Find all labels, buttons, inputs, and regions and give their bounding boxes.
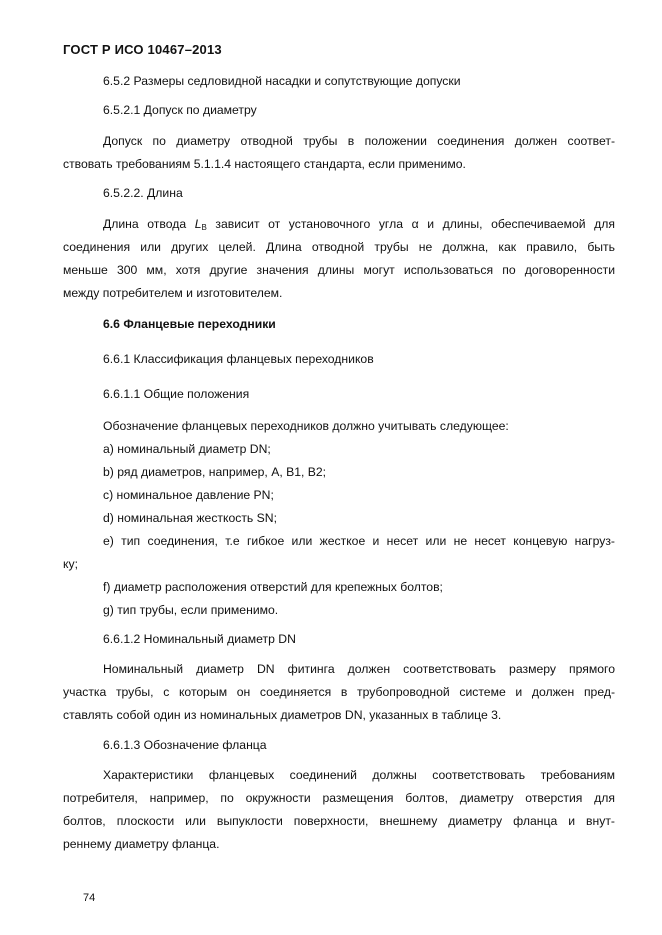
variable-l: L: [194, 217, 202, 231]
list-item: b) ряд диаметров, например, A, B1, B2;: [103, 465, 327, 479]
paragraph-line-length-formula: [63, 217, 615, 235]
section-heading-6-5-2: 6.5.2 Размеры седловидной насадки и сопутствующие допуски: [103, 74, 461, 88]
section-heading-6-6-1-2: 6.6.1.2 Номинальный диаметр DN: [103, 632, 296, 646]
variable-subscript: B: [201, 223, 207, 232]
section-heading-6-6-1: 6.6.1 Классификация фланцевых переходников: [103, 352, 374, 366]
section-heading-6-6-1-1: 6.6.1.1 Общие положения: [103, 387, 250, 401]
paragraph-line: реннему диаметру фланца.: [63, 837, 220, 851]
section-heading-6-6-1-3: 6.6.1.3 Обозначение фланца: [103, 738, 267, 752]
paragraph-line: участка трубы, с которым он соединяется в трубопроводной системе и должен пред-: [63, 685, 615, 699]
paragraph-line: Характеристики фланцевых соединений должны соответствовать требованиям: [103, 768, 615, 782]
paragraph-line: Допуск по диаметру отводной трубы в положении соединения должен соответ-: [103, 134, 615, 148]
list-item: f) диаметр расположения отверстий для крепежных болтов;: [103, 580, 443, 594]
list-item: e) тип соединения, т.е гибкое или жесткое и несет или не несет концевую нагруз-: [103, 534, 615, 548]
paragraph-line: Номинальный диаметр DN фитинга должен соответствовать размеру прямого: [103, 662, 615, 676]
paragraph-line: между потребителем и изготовителем.: [63, 286, 283, 300]
text-fragment: Длина отвода: [103, 217, 195, 231]
section-heading-6-6: 6.6 Фланцевые переходники: [103, 317, 276, 331]
list-item: d) номинальная жесткость SN;: [103, 511, 277, 525]
paragraph-line: ствовать требованиям 5.1.1.4 настоящего стандарта, если применимо.: [63, 157, 466, 171]
list-item-continuation: ку;: [63, 557, 78, 571]
list-intro: Обозначение фланцевых переходников должно учитывать следующее:: [103, 419, 509, 433]
text-fragment: зависит от установочного угла α и длины, обеспечиваемой для: [206, 217, 615, 231]
list-item: a) номинальный диаметр DN;: [103, 442, 271, 456]
section-heading-6-5-2-2: 6.5.2.2. Длина: [103, 186, 183, 200]
list-item: g) тип трубы, если применимо.: [103, 603, 279, 617]
paragraph-line: ставлять собой один из номинальных диаметров DN, указанных в таблице 3.: [63, 708, 502, 722]
paragraph-line: потребителя, например, по окружности размещения болтов, диаметру отверстия для: [63, 791, 615, 805]
paragraph-line: меньше 300 мм, хотя другие значения длины могут использоваться по договоренности: [63, 263, 615, 277]
section-heading-6-5-2-1: 6.5.2.1 Допуск по диаметру: [103, 103, 257, 117]
paragraph-line: соединения или других целей. Длина отводной трубы не должна, как правило, быть: [63, 240, 615, 254]
document-header: ГОСТ Р ИСО 10467–2013: [63, 42, 222, 57]
list-item: c) номинальное давление PN;: [103, 488, 274, 502]
page-number: 74: [83, 892, 96, 904]
paragraph-line: болтов, плоскости или выпуклости поверхности, внешнему диаметру фланца и внут-: [63, 814, 615, 828]
